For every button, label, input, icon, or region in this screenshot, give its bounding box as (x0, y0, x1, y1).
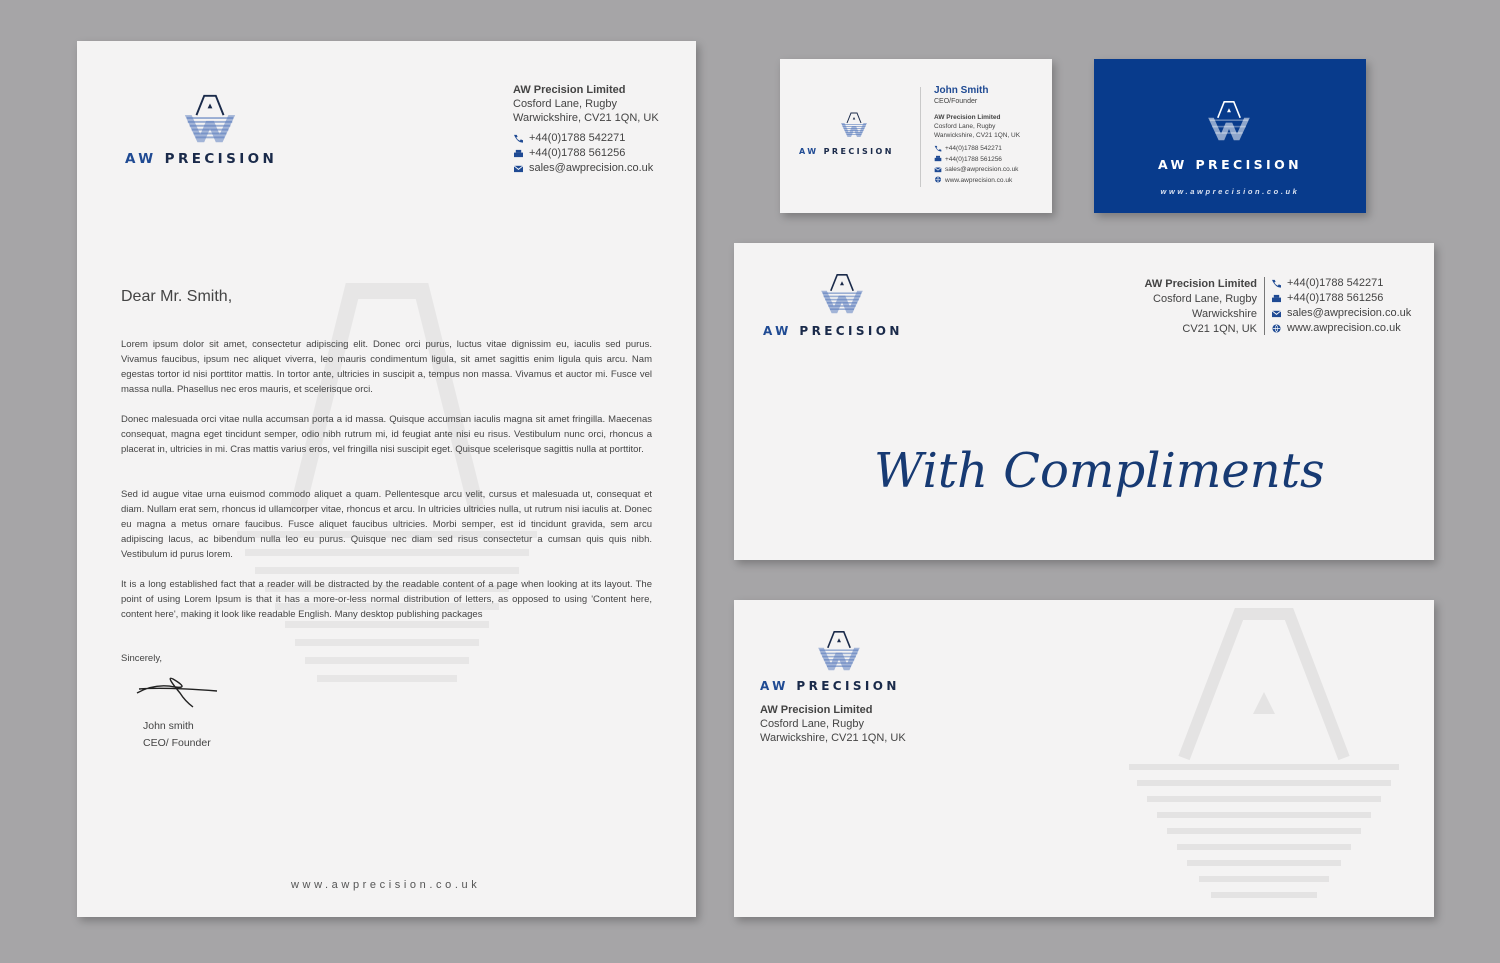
address-line: Cosford Lane, Rugby (760, 718, 864, 730)
letterhead-logo (123, 93, 303, 168)
letter-paragraph: Sed id augue vitae urna euismod commodo aliquet a quam. Pellentesque arcu velit, cursus et malesuada ut, consequat et diam. Nullam erat sem, rhoncus id ullamcorper vitae, rhoncus et arcu. In ultricies ultricies nulla, ut rutrum nisi iaculis at. Donec eu magna a metus ornare faucibus. Fusce aliquet faucibus ultricies. Morbi semper, est id tincidunt gravida, sem arcu adipiscing lacus, ac bibendum nulla leo eu purus. Quisque nec diam sed risus consectetur a cumsan quis quis nibh. Vestibulum id purus lorem. (121, 489, 652, 560)
fax-number: +44(0)1788 561256 (1287, 292, 1384, 304)
address-line: Warwickshire, CV21 1QN, UK (760, 732, 906, 744)
phone-icon (1271, 279, 1282, 288)
company-name: AW Precision Limited (934, 114, 1001, 121)
slip-contact (1271, 276, 1411, 336)
fax-icon (934, 155, 942, 162)
aw-logo-icon (818, 271, 866, 317)
mail-icon (1271, 309, 1282, 318)
signature-icon (135, 671, 221, 711)
card-back-website: www.awprecision.co.uk (1160, 187, 1300, 196)
website: www.awprecision.co.uk (1287, 322, 1401, 334)
company-name: AW Precision Limited (1144, 278, 1257, 290)
letter-paragraph: It is a long established fact that a reader will be distracted by the readable content of a page when looking at its layout. The point of using Lorem Ipsum is that it has a more-or-less normal distribution of letters, as opposed to using 'Content here, content here', making it look like readable English. Many desktop publishing packages (121, 579, 652, 620)
logo-wordmark: AW PRECISION (1158, 157, 1302, 172)
website: www.awprecision.co.uk (945, 176, 1013, 184)
logo-wordmark: AW PRECISION (763, 324, 903, 338)
business-card-back (1094, 59, 1366, 213)
with-compliments: With Compliments (874, 443, 1325, 499)
address-line: Cosford Lane, Rugby (1153, 293, 1257, 305)
phone-icon (513, 134, 524, 143)
signer-name: John smith (143, 720, 194, 732)
address-line: Cosford Lane, Rugby (934, 123, 996, 130)
address-line: Warwickshire, CV21 1QN, UK (934, 132, 1021, 139)
envelope-logo (760, 628, 930, 698)
envelope (734, 600, 1434, 917)
aw-logo-icon (839, 111, 869, 139)
logo-wordmark: AW PRECISION (125, 151, 278, 167)
logo-wordmark: AW PRECISION (799, 147, 894, 156)
logo-wordmark: AW PRECISION (760, 679, 900, 693)
card-name: John Smith (934, 85, 989, 96)
footer-website: www.awprecision.co.uk (291, 879, 481, 891)
phone-icon (934, 145, 942, 152)
address-line: CV21 1QN, UK (1182, 323, 1257, 335)
letterhead-contact (513, 83, 659, 176)
mail-icon (934, 166, 942, 173)
phone-number: +44(0)1788 542271 (945, 145, 1002, 152)
letterhead (77, 41, 696, 917)
company-name: AW Precision Limited (760, 704, 873, 716)
card-logo (799, 111, 919, 161)
signer-title: CEO/ Founder (143, 737, 211, 749)
email-address: sales@awprecision.co.uk (1287, 307, 1412, 319)
email-address: sales@awprecision.co.uk (529, 162, 654, 174)
business-card-front (780, 59, 1052, 213)
slip-divider (1264, 277, 1265, 335)
closing: Sincerely, (121, 653, 163, 664)
fax-icon (513, 149, 524, 158)
card-title: CEO/Founder (934, 98, 978, 105)
phone-number: +44(0)1788 542271 (529, 132, 626, 144)
letter-paragraph: Donec malesuada orci vitae nulla accumsan porta a id massa. Quisque accumsan iaculis magna sit amet fringilla. Maecenas consequat, magna eget tincidunt semper, odio nibh rutrum mi, id feugiat ante nisi eu risus. Vestibulum nunc orci, rhoncus a placerat in, ultricies in mi. Cras mattis varius eros, vel fringilla nisi suscipit eget. Quisque scelerisque sagittis nulla at porttitor. (121, 414, 652, 455)
mail-icon (513, 164, 524, 173)
fax-number: +44(0)1788 561256 (945, 155, 1002, 163)
letter-paragraph: Lorem ipsum dolor sit amet, consectetur adipiscing elit. Donec orci purus, luctus vitae dignissim eu, iaculis sed purus. Vivamus faucibus, ipsum nec aliquet viverra, leo mauris condimentum ligula, sit amet sagittis enim ligula quis arcu. Nam egestas tortor id nisi porttitor mattis. In tortor ante, ultricies in suscipit a, tempus non massa. Vivamus et auctor mi. Fusce vel massa nulla. Phasellus nec eros mauris, et scelerisque orci. (121, 339, 652, 395)
address-line: Warwickshire, CV21 1QN, UK (513, 112, 659, 124)
compliments-slip (734, 243, 1434, 560)
card-divider (920, 87, 921, 187)
aw-logo-icon (1205, 99, 1253, 143)
card-details (934, 85, 1020, 186)
address-line: Cosford Lane, Rugby (513, 98, 617, 110)
email-address: sales@awprecision.co.uk (945, 166, 1019, 173)
slip-logo (763, 271, 933, 341)
company-name: AW Precision Limited (513, 84, 626, 96)
globe-icon (1271, 324, 1282, 333)
globe-icon (934, 176, 942, 183)
aw-logo-icon (181, 93, 239, 145)
fax-icon (1271, 294, 1282, 303)
greeting: Dear Mr. Smith, (121, 288, 233, 305)
aw-logo-icon (815, 628, 863, 674)
slip-address (1117, 277, 1257, 337)
fax-number: +44(0)1788 561256 (529, 147, 626, 159)
logo-watermark-icon (1129, 608, 1399, 908)
address-line: Warwickshire (1192, 308, 1257, 320)
phone-number: +44(0)1788 542271 (1287, 277, 1384, 289)
envelope-address (760, 703, 906, 745)
